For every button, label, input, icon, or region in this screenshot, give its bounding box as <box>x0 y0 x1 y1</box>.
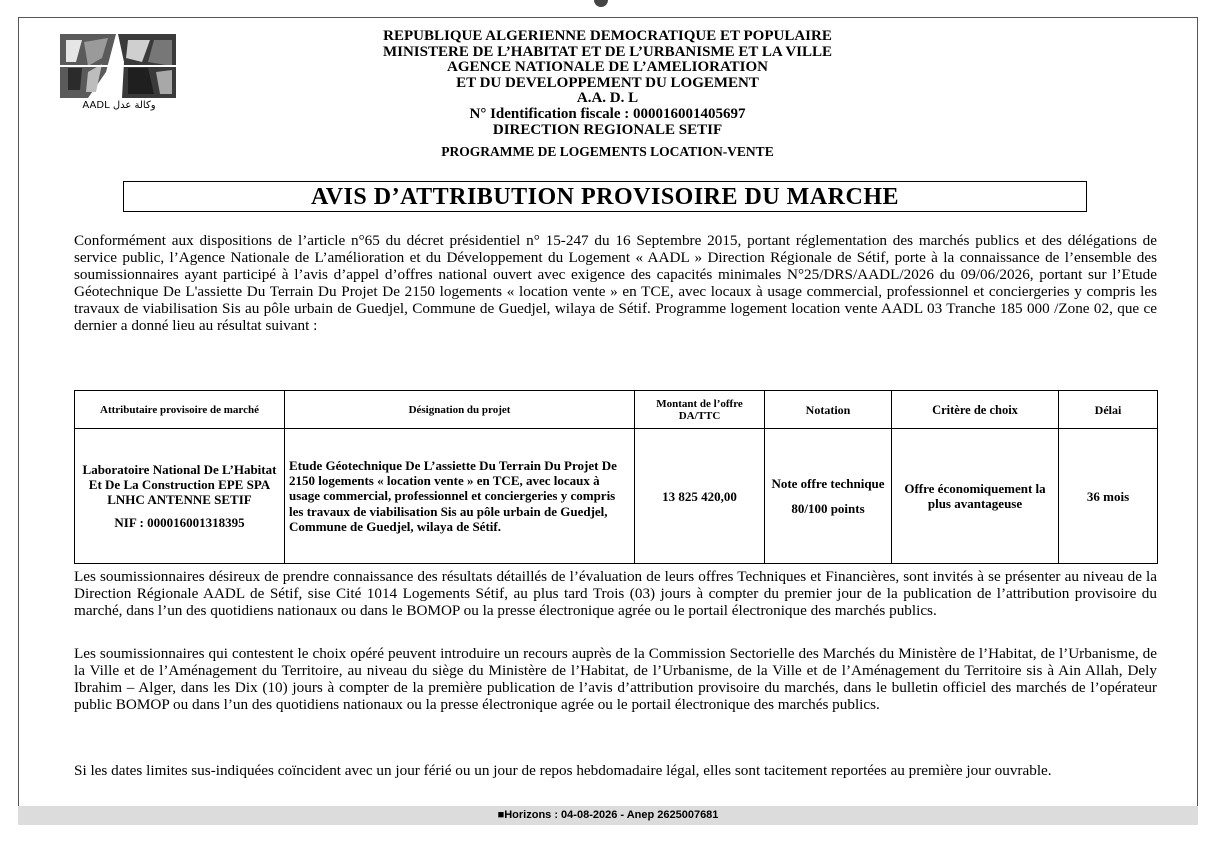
cell-attributaire <box>75 429 285 564</box>
header-delai: Délai <box>1059 391 1158 429</box>
cell-designation: Etude Géotechnique De L’assiette Du Terrain Du Projet De 2150 logements « location vente » en TCE, avec locaux à usage commercial, professionnel et conciergeries y compris les travaux de viabilisation Sis au pôle urbain de Guedjel, Commune de Guedjel, wilaya de Sétif. <box>285 429 635 564</box>
header-line-agency: AGENCE NATIONALE DE L’AMELIORATION <box>446 59 769 75</box>
header-attributaire: Attributaire provisoire de marché <box>75 391 285 429</box>
header-designation: Désignation du projet <box>285 391 635 429</box>
results-table <box>74 390 1158 564</box>
aadl-logo-icon <box>58 32 180 114</box>
header-montant: Montant de l’offre DA/TTC <box>635 391 765 429</box>
header-line-ministry: MINISTERE DE L’HABITAT ET DE L’URBANISME ET LA VILLE <box>382 43 833 60</box>
header-line-republic: REPUBLIQUE ALGERIENNE DEMOCRATIQUE ET POPULAIRE <box>383 28 832 44</box>
publication-footer: ■Horizons : 04-08-2026 - Anep 2625007681 <box>18 806 1198 825</box>
intro-paragraph: Conformément aux dispositions de l’article n°65 du décret présidentiel n° 15-247 du 16 Septembre 2015, portant réglementation des marchés publics et des délégations de service public, l’Agence Nationale de L’amélioration et du Développement du Logement « AADL » Direction Régionale de Sétif, porte à la connaissance de l’ensemble des soumissionnaires ayant participé à l’avis d’appel d’offres national ouvert avec exigence des capacités minimales N°25/DRS/AADL/2026 du 09/06/2026, portant sur l’Etude Géotechnique De L'assiette Du Terrain Du Projet De 2150 logements « location vente » en TCE, avec locaux à usage commercial, professionnel et conciergeries y compris les travaux de viabilisation Sis au pôle urbain de Guedjel, Commune de Guedjel, wilaya de Sétif. Programme logement location vente AADL 03 Tranche 185 000 /Zone 02, que ce dernier a donné lieu au résultat suivant : <box>74 232 1157 334</box>
document-header <box>190 29 1025 159</box>
header-notation: Notation <box>765 391 892 429</box>
cell-delai: 36 mois <box>1059 429 1158 564</box>
header-line-program: PROGRAMME DE LOGEMENTS LOCATION-VENTE <box>441 143 774 159</box>
cell-critere: Offre économiquement la plus avantageuse <box>892 429 1059 564</box>
logo-caption: AADL وكالة عدل <box>82 100 156 111</box>
page-title: AVIS D’ATTRIBUTION PROVISOIRE DU MARCHE <box>123 181 1087 212</box>
header-line-tax-id: N° Identification fiscale : 000016001405697 <box>469 105 746 122</box>
notation-label: Note offre technique <box>771 476 885 491</box>
header-critere: Critère de choix <box>892 391 1059 429</box>
attributaire-nif: NIF : 000016001318395 <box>114 515 245 530</box>
table-row <box>75 429 1158 564</box>
header-line-direction: DIRECTION REGIONALE SETIF <box>492 122 723 138</box>
scroll-notch <box>594 0 608 7</box>
table-header-row <box>75 391 1158 429</box>
notation-score: 80/100 points <box>791 501 865 516</box>
attributaire-name: Laboratoire National De L’Habitat Et De La Construction EPE SPA LNHC ANTENNE SETIF <box>82 462 277 507</box>
cell-montant: 13 825 420,00 <box>635 429 765 564</box>
results-consultation-paragraph: Les soumissionnaires désireux de prendre connaissance des résultats détaillés de l’évaluation de leurs offres Techniques et Financières, sont invités à se présenter au niveau de la Direction Régionale AADL de Sétif, sise Cité 1014 Logements Sétif, au plus tard Trois (03) jours à compter du premier jour de la publication de l’attribution provisoire du marché, dans l’un des quotidiens nationaux ou dans le BOMOP ou la presse électronique agrée ou le portail électronique des marchés publics. <box>74 568 1157 619</box>
cell-notation <box>765 429 892 564</box>
header-line-acronym: A.A. D. L <box>576 90 639 106</box>
header-line-agency-2: ET DU DEVELOPPEMENT DU LOGEMENT <box>456 74 759 91</box>
deadline-paragraph: Si les dates limites sus-indiquées coïncident avec un jour férié ou un jour de repos hebdomadaire légal, elles sont tacitement reportées au première jour ouvrable. <box>74 762 1052 779</box>
appeal-paragraph: Les soumissionnaires qui contestent le choix opéré peuvent introduire un recours auprès de la Commission Sectorielle des Marchés du Ministère de l’Habitat, de l’Urbanisme, de la Ville et de l’Aménagement du Territoire, au niveau du siège du Ministère de l’Habitat, de l’Urbanisme, de la Ville et de l’Aménagement du Territoire sis à Ain Allah, Dely Ibrahim – Alger, dans les Dix (10) jours à compter de la première publication de l’avis d’attribution provisoire du marchés, dans le bulletin officiel des marchés de l’opérateur public BOMOP ou dans l’un des quotidiens nationaux ou la presse électronique agrée ou le portail électronique des marchés publics. <box>74 645 1157 713</box>
